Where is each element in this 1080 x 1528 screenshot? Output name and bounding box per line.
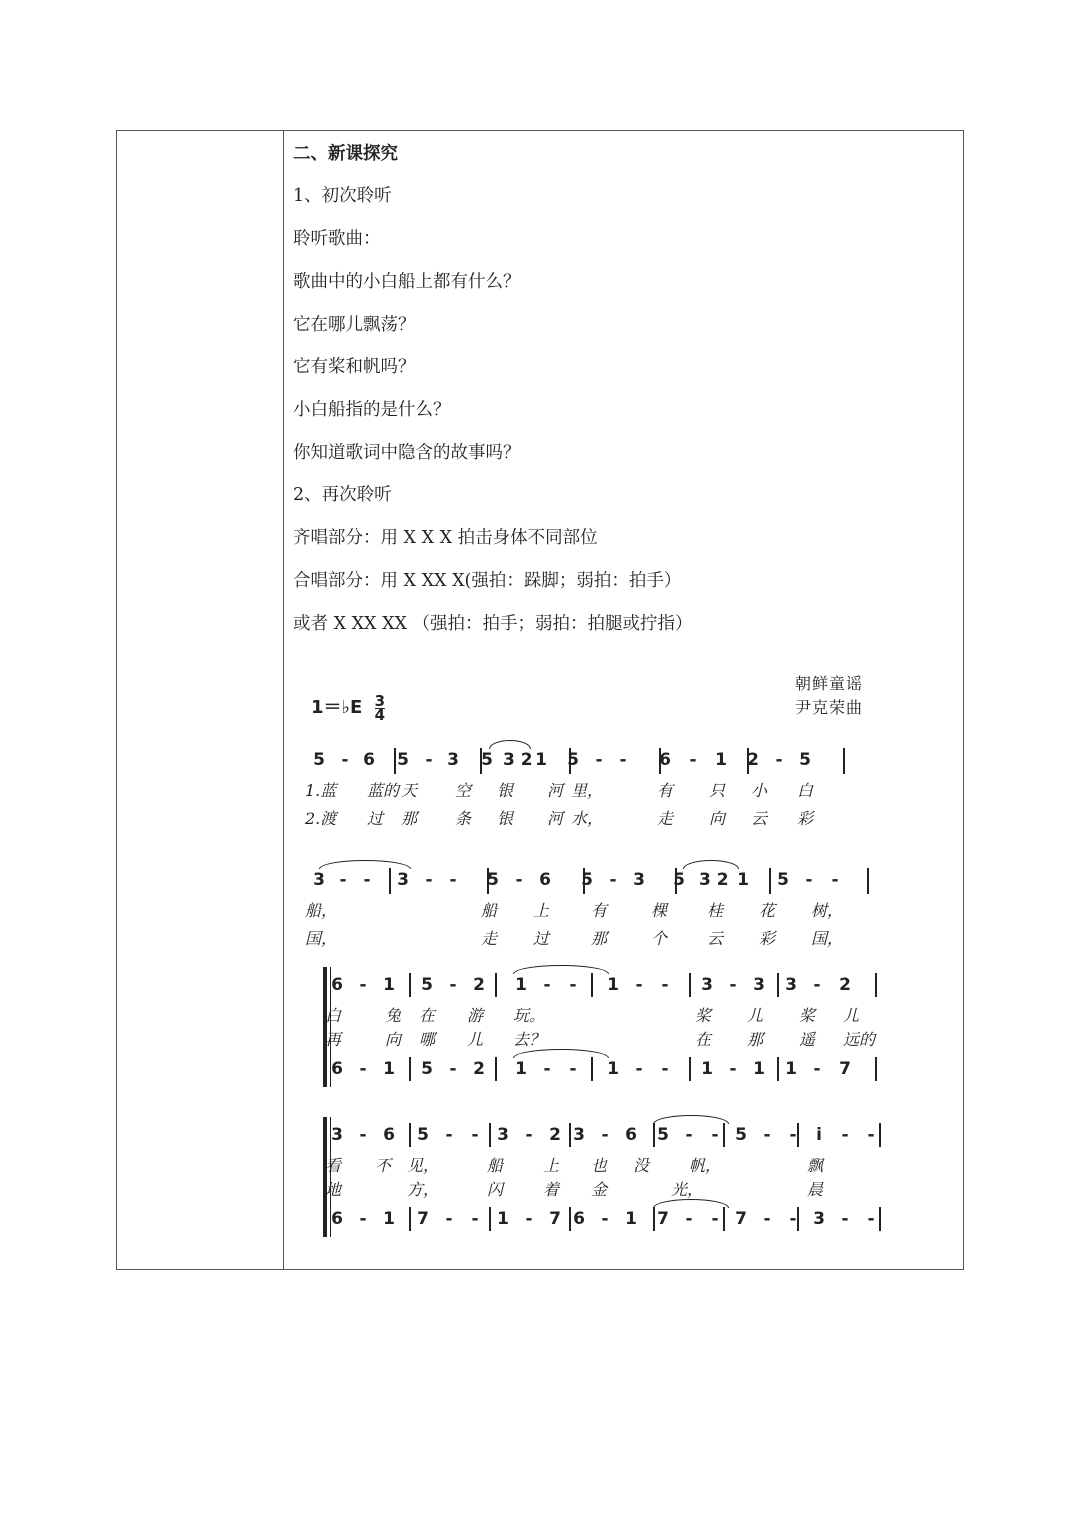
note-dash: - bbox=[525, 1125, 533, 1145]
note-lower: 6 bbox=[331, 1209, 343, 1229]
score-system-1 bbox=[293, 746, 957, 846]
lyric-verse-1: 只 bbox=[709, 781, 726, 800]
lyric-verse-2: 再 bbox=[325, 1030, 342, 1049]
lyric-verse-1: 天 bbox=[401, 781, 418, 800]
note-dash: - bbox=[341, 750, 349, 770]
key-text: 1＝♭E bbox=[311, 697, 363, 718]
lyric-verse-2: 银 bbox=[497, 809, 514, 828]
listen-song-label: 聆听歌曲： bbox=[293, 229, 381, 249]
note-dash: - bbox=[775, 750, 783, 770]
note-dash: - bbox=[425, 870, 433, 890]
note-dash: - bbox=[685, 1209, 693, 1229]
lyric-verse-2: 彩 bbox=[759, 929, 776, 948]
note-dash: - bbox=[789, 1209, 797, 1229]
note: 5 bbox=[673, 870, 685, 890]
lyric-verse-1: 儿 bbox=[747, 1006, 764, 1025]
note-dash: - bbox=[543, 1059, 551, 1079]
note: 3 bbox=[397, 870, 409, 890]
note: 3 bbox=[633, 870, 645, 890]
note-lower: 1 bbox=[497, 1209, 509, 1229]
question-5: 你知道歌词中隐含的故事吗？ bbox=[293, 443, 521, 463]
lyric-verse-1: 小 bbox=[751, 781, 768, 800]
note: 5 bbox=[657, 1125, 669, 1145]
lyric-verse-1: 船 bbox=[481, 901, 498, 920]
note-lower: 1 bbox=[753, 1059, 765, 1079]
lyric-verse-2: 彩 bbox=[797, 809, 814, 828]
note-lower: 2 bbox=[473, 1059, 485, 1079]
lyric-verse-2: 云 bbox=[751, 809, 768, 828]
note-dash: - bbox=[595, 750, 603, 770]
tie-slur bbox=[513, 1049, 609, 1058]
note: 1 bbox=[515, 975, 527, 995]
tie-slur bbox=[653, 1115, 729, 1124]
note: 2 bbox=[473, 975, 485, 995]
note: 5 bbox=[735, 1125, 747, 1145]
lyric-verse-1: 有 bbox=[591, 901, 608, 920]
lyric-verse-2: 地 bbox=[325, 1180, 342, 1199]
score-system-3 bbox=[293, 971, 957, 1091]
lyric-verse-2: 过 bbox=[533, 929, 550, 948]
lyric-verse-1: 白 bbox=[325, 1006, 342, 1025]
note-dash: - bbox=[449, 975, 457, 995]
question-1: 歌曲中的小白船上都有什么？ bbox=[293, 272, 521, 292]
note-dash: - bbox=[363, 870, 371, 890]
note-dash: - bbox=[805, 870, 813, 890]
note-dash: - bbox=[359, 1059, 367, 1079]
lyric-verse-1: 桂 bbox=[707, 901, 724, 920]
note-dash: - bbox=[685, 1125, 693, 1145]
note-dash: - bbox=[359, 975, 367, 995]
note: 3 2 bbox=[699, 870, 729, 890]
bar-line bbox=[409, 1057, 411, 1081]
note-dash: - bbox=[763, 1125, 771, 1145]
note: 3 bbox=[313, 870, 325, 890]
note: 2 bbox=[747, 750, 759, 770]
note-dash: - bbox=[635, 1059, 643, 1079]
note: 1 bbox=[737, 870, 749, 890]
note: 3 bbox=[497, 1125, 509, 1145]
note-dash: - bbox=[813, 975, 821, 995]
note: 6 bbox=[539, 870, 551, 890]
bar-line bbox=[495, 1057, 497, 1081]
lyric-verse-2: 去？ bbox=[513, 1030, 546, 1049]
note-dash: - bbox=[813, 1059, 821, 1079]
lyric-verse-1: 花 bbox=[759, 901, 776, 920]
lyric-verse-1: 玩。 bbox=[513, 1006, 546, 1025]
lyric-verse-2: 国， bbox=[305, 929, 338, 948]
note-dash: - bbox=[339, 870, 347, 890]
lyric-verse-1: 在 bbox=[419, 1006, 436, 1025]
note: 1 bbox=[535, 750, 547, 770]
note-dash: - bbox=[867, 1209, 875, 1229]
note: 3 bbox=[701, 975, 713, 995]
note-dash: - bbox=[445, 1125, 453, 1145]
note: 5 bbox=[417, 1125, 429, 1145]
note: 3 bbox=[573, 1125, 585, 1145]
note-dash: - bbox=[359, 1125, 367, 1145]
bar-line bbox=[409, 973, 411, 997]
lyric-verse-2: 遥 bbox=[799, 1030, 816, 1049]
note: 1 bbox=[383, 975, 395, 995]
lyric-verse-1: 游 bbox=[467, 1006, 484, 1025]
note: 5 bbox=[421, 975, 433, 995]
unison-instruction: 齐唱部分：用 X X X 拍击身体不同部位 bbox=[293, 528, 598, 548]
lyric-verse-1: 帆， bbox=[689, 1156, 722, 1175]
time-denominator: 4 bbox=[374, 705, 386, 724]
note-dash: - bbox=[515, 870, 523, 890]
note-dash: - bbox=[525, 1209, 533, 1229]
note-dash: - bbox=[831, 870, 839, 890]
numbered-musical-score bbox=[293, 661, 957, 1266]
tie-slur bbox=[653, 1199, 729, 1208]
note-dash: - bbox=[569, 1059, 577, 1079]
lyric-verse-2: 河 bbox=[547, 809, 564, 828]
question-3: 它有桨和帆吗？ bbox=[293, 357, 416, 377]
lyric-verse-2: 在 bbox=[695, 1030, 712, 1049]
note-lower: 1 bbox=[515, 1059, 527, 1079]
lyric-verse-1: 儿 bbox=[843, 1006, 860, 1025]
lyric-verse-2: 哪 bbox=[419, 1030, 436, 1049]
score-system-4 bbox=[293, 1121, 957, 1241]
note: 5 bbox=[481, 750, 493, 770]
lyric-verse-1: 上 bbox=[543, 1156, 560, 1175]
note-dash: - bbox=[601, 1125, 609, 1145]
note-dash: - bbox=[867, 1125, 875, 1145]
note-lower: 1 bbox=[701, 1059, 713, 1079]
lyric-verse-2: 那 bbox=[591, 929, 608, 948]
note: 5 bbox=[487, 870, 499, 890]
tie-slur bbox=[683, 860, 739, 869]
note: 1 bbox=[607, 975, 619, 995]
lyric-verse-2: 那 bbox=[401, 809, 418, 828]
section-heading: 二、新课探究 bbox=[293, 144, 398, 164]
bar-line bbox=[875, 973, 877, 997]
note: 6 bbox=[363, 750, 375, 770]
note: 6 bbox=[383, 1125, 395, 1145]
lyric-verse-1: 不 bbox=[375, 1156, 392, 1175]
note-dash: - bbox=[543, 975, 551, 995]
note-lower: 7 bbox=[839, 1059, 851, 1079]
lyric-verse-1: 1.蓝 bbox=[305, 781, 337, 800]
note: 5 bbox=[567, 750, 579, 770]
lyric-verse-2: 晨 bbox=[807, 1180, 824, 1199]
lyric-verse-1: 银 bbox=[497, 781, 514, 800]
note-lower: 3 bbox=[813, 1209, 825, 1229]
note-dash: - bbox=[711, 1209, 719, 1229]
lyric-verse-1: 有 bbox=[657, 781, 674, 800]
note-lower: 1 bbox=[383, 1209, 395, 1229]
note-lower: 7 bbox=[549, 1209, 561, 1229]
bar-line bbox=[875, 1057, 877, 1081]
lyric-verse-1: 里， bbox=[571, 781, 604, 800]
note-dash: - bbox=[445, 1209, 453, 1229]
note: 5 bbox=[777, 870, 789, 890]
lyric-verse-1: 船 bbox=[487, 1156, 504, 1175]
note-lower: 5 bbox=[421, 1059, 433, 1079]
lyric-verse-1: 兔 bbox=[385, 1006, 402, 1025]
lyric-verse-2: 水， bbox=[571, 809, 604, 828]
note-dash: - bbox=[449, 870, 457, 890]
bar-line bbox=[495, 973, 497, 997]
tie-slur bbox=[489, 740, 531, 749]
note-lower: 6 bbox=[573, 1209, 585, 1229]
lyric-verse-2: 着 bbox=[543, 1180, 560, 1199]
bar-line bbox=[843, 748, 845, 774]
note-dash: - bbox=[841, 1209, 849, 1229]
lyric-verse-1: 上 bbox=[533, 901, 550, 920]
note: 3 bbox=[785, 975, 797, 995]
note: 6 bbox=[331, 975, 343, 995]
note: 5 bbox=[799, 750, 811, 770]
lyric-verse-2: 闪 bbox=[487, 1180, 504, 1199]
bar-line bbox=[591, 1057, 593, 1081]
note-dash: - bbox=[569, 975, 577, 995]
note-dash: - bbox=[425, 750, 433, 770]
note-lower: 7 bbox=[657, 1209, 669, 1229]
note-lower: 1 bbox=[383, 1059, 395, 1079]
note-dash: - bbox=[711, 1125, 719, 1145]
note-dash: - bbox=[635, 975, 643, 995]
note-lower: 6 bbox=[331, 1059, 343, 1079]
note-dash: - bbox=[841, 1125, 849, 1145]
tie-slur bbox=[513, 965, 609, 974]
lyric-verse-1: 看 bbox=[325, 1156, 342, 1175]
lyric-verse-2: 个 bbox=[651, 929, 668, 948]
note: 6 bbox=[625, 1125, 637, 1145]
note-dash: - bbox=[689, 750, 697, 770]
alternative-instruction: 或者 X XX XX （强拍：拍手；弱拍：拍腿或拧指） bbox=[293, 614, 693, 634]
lyric-verse-1: 没 bbox=[633, 1156, 650, 1175]
lyric-verse-1: 空 bbox=[455, 781, 472, 800]
lyric-verse-1: 白 bbox=[797, 781, 814, 800]
note: 5 bbox=[397, 750, 409, 770]
lyric-verse-1: 见， bbox=[407, 1156, 440, 1175]
step-first-listen: 1、初次聆听 bbox=[293, 186, 392, 206]
note-lower: 1 bbox=[625, 1209, 637, 1229]
note-lower: 7 bbox=[735, 1209, 747, 1229]
note-dash: - bbox=[729, 975, 737, 995]
time-numerator: 3 bbox=[374, 691, 386, 710]
column-divider bbox=[283, 131, 284, 1269]
step-second-listen: 2、再次聆听 bbox=[293, 485, 392, 505]
note: 3 bbox=[331, 1125, 343, 1145]
lyric-verse-2: 向 bbox=[385, 1030, 402, 1049]
note: 2 bbox=[549, 1125, 561, 1145]
note: 5 bbox=[313, 750, 325, 770]
question-4: 小白船指的是什么？ bbox=[293, 400, 451, 420]
lesson-table bbox=[116, 130, 964, 1270]
lyric-verse-1: 船， bbox=[305, 901, 338, 920]
bar-line bbox=[689, 1057, 691, 1081]
note-dash: - bbox=[609, 870, 617, 890]
bar-line bbox=[867, 868, 869, 894]
lyric-verse-2: 向 bbox=[709, 809, 726, 828]
note: 6 bbox=[659, 750, 671, 770]
time-signature bbox=[374, 691, 386, 724]
chorus-instruction: 合唱部分：用 X XX X(强拍：跺脚；弱拍：拍手） bbox=[293, 571, 682, 591]
note: 3 bbox=[753, 975, 765, 995]
lyric-verse-2: 金 bbox=[591, 1180, 608, 1199]
note: i bbox=[816, 1125, 822, 1145]
note: 3 2 bbox=[503, 750, 533, 770]
note-dash: - bbox=[449, 1059, 457, 1079]
bar-line bbox=[689, 973, 691, 997]
note-dash: - bbox=[789, 1125, 797, 1145]
note-dash: - bbox=[471, 1125, 479, 1145]
note: 3 bbox=[447, 750, 459, 770]
lyric-verse-2: 国， bbox=[811, 929, 844, 948]
note-lower: 1 bbox=[607, 1059, 619, 1079]
lyric-verse-2: 过 bbox=[367, 809, 384, 828]
lyric-verse-2: 儿 bbox=[467, 1030, 484, 1049]
note-dash: - bbox=[661, 1059, 669, 1079]
note: 1 bbox=[715, 750, 727, 770]
credit-origin: 朝鲜童谣 bbox=[794, 674, 863, 693]
note-dash: - bbox=[619, 750, 627, 770]
lyric-verse-1: 也 bbox=[591, 1156, 608, 1175]
lyric-verse-1: 桨 bbox=[799, 1006, 816, 1025]
lyric-verse-2: 方， bbox=[407, 1180, 440, 1199]
note-dash: - bbox=[471, 1209, 479, 1229]
lyric-verse-2: 远的 bbox=[843, 1030, 876, 1049]
lyric-verse-1: 蓝的 bbox=[367, 781, 400, 800]
note-dash: - bbox=[763, 1209, 771, 1229]
lyric-verse-1: 棵 bbox=[651, 901, 668, 920]
lyric-verse-1: 河 bbox=[547, 781, 564, 800]
lyric-verse-2: 走 bbox=[481, 929, 498, 948]
note-lower: 1 bbox=[785, 1059, 797, 1079]
credit-composer: 尹克荣曲 bbox=[794, 698, 863, 717]
lyric-verse-2: 云 bbox=[707, 929, 724, 948]
key-signature bbox=[311, 693, 385, 722]
note-dash: - bbox=[601, 1209, 609, 1229]
note: 5 bbox=[581, 870, 593, 890]
note-dash: - bbox=[729, 1059, 737, 1079]
lyric-verse-1: 飘 bbox=[807, 1156, 824, 1175]
lyric-verse-1: 桨 bbox=[695, 1006, 712, 1025]
lyric-verse-2: 2.渡 bbox=[305, 809, 337, 828]
note-dash: - bbox=[661, 975, 669, 995]
note: 2 bbox=[839, 975, 851, 995]
note-dash: - bbox=[359, 1209, 367, 1229]
tie-slur bbox=[319, 860, 411, 869]
lyric-verse-2: 条 bbox=[455, 809, 472, 828]
score-system-2 bbox=[293, 866, 957, 966]
bar-line bbox=[591, 973, 593, 997]
question-2: 它在哪儿飘荡？ bbox=[293, 315, 416, 335]
lyric-verse-1: 树， bbox=[811, 901, 844, 920]
note-lower: 7 bbox=[417, 1209, 429, 1229]
lyric-verse-2: 光， bbox=[671, 1180, 704, 1199]
lyric-verse-2: 那 bbox=[747, 1030, 764, 1049]
lyric-verse-2: 走 bbox=[657, 809, 674, 828]
